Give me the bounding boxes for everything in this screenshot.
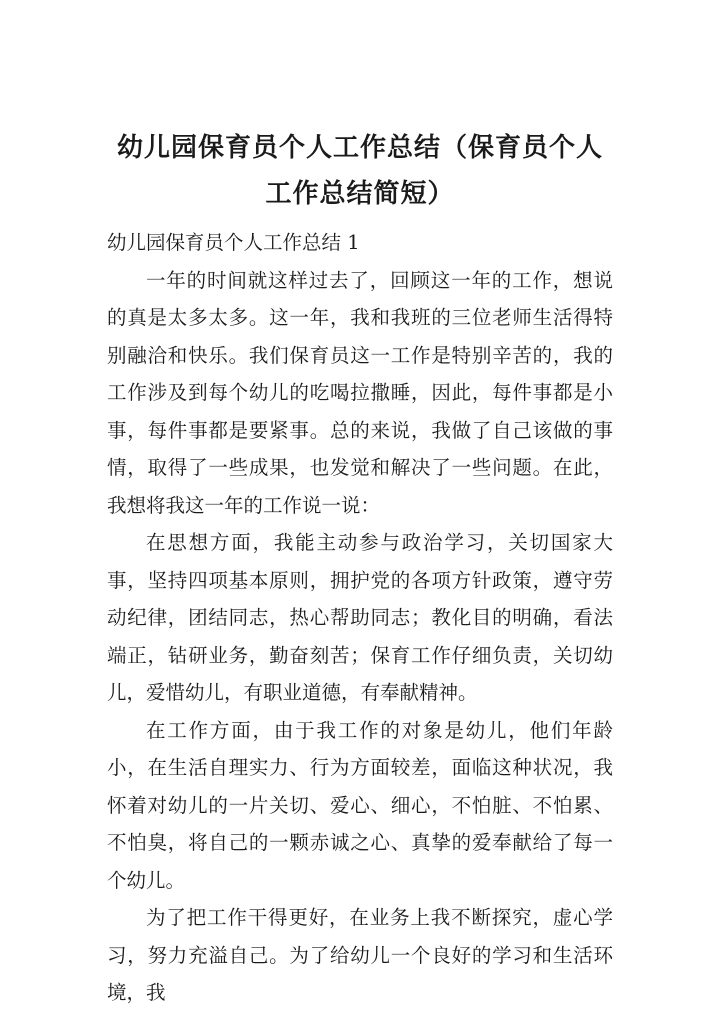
paragraph-work: 在工作方面，由于我工作的对象是幼儿，他们年龄小，在生活自理实力、行为方面较差，面临这种状况，我怀着对幼儿的一片关切、爱心、细心，不怕脏、不怕累、不怕臭，将自己的一颗赤诚之心、真挚的爱奉献给了每一个幼儿。 [107, 718, 613, 892]
document-title: 幼儿园保育员个人工作总结（保育员个人工作总结简短） [116, 133, 603, 210]
document-body [107, 224, 613, 1012]
paragraph-study: 为了把工作干得更好，在业务上我不断探究，虚心学习，努力充溢自己。为了给幼儿一个良好的学习和生活环境，我 [107, 906, 613, 1004]
paragraph-intro: 一年的时间就这样过去了，回顾这一年的工作，想说的真是太多太多。这一年，我和我班的三位老师生活得特别融洽和快乐。我们保育员这一工作是特别辛苦的，我的工作涉及到每个幼儿的吃喝拉撒睡，因此，每件事都是小事，每件事都是要紧事。总的来说，我做了自己该做的事情，取得了一些成果，也发觉和解决了一些问题。在此，我想将我这一年的工作说一说： [107, 268, 613, 517]
section-heading: 幼儿园保育员个人工作总结 1 [107, 231, 360, 254]
paragraph-ideology: 在思想方面，我能主动参与政治学习，关切国家大事，坚持四项基本原则，拥护党的各项方针政策，遵守劳动纪律，团结同志，热心帮助同志；教化目的明确，看法端正，钻研业务，勤奋刻苦；保育工作仔细负责，关切幼儿，爱惜幼儿，有职业道德，有奉献精神。 [107, 531, 613, 704]
